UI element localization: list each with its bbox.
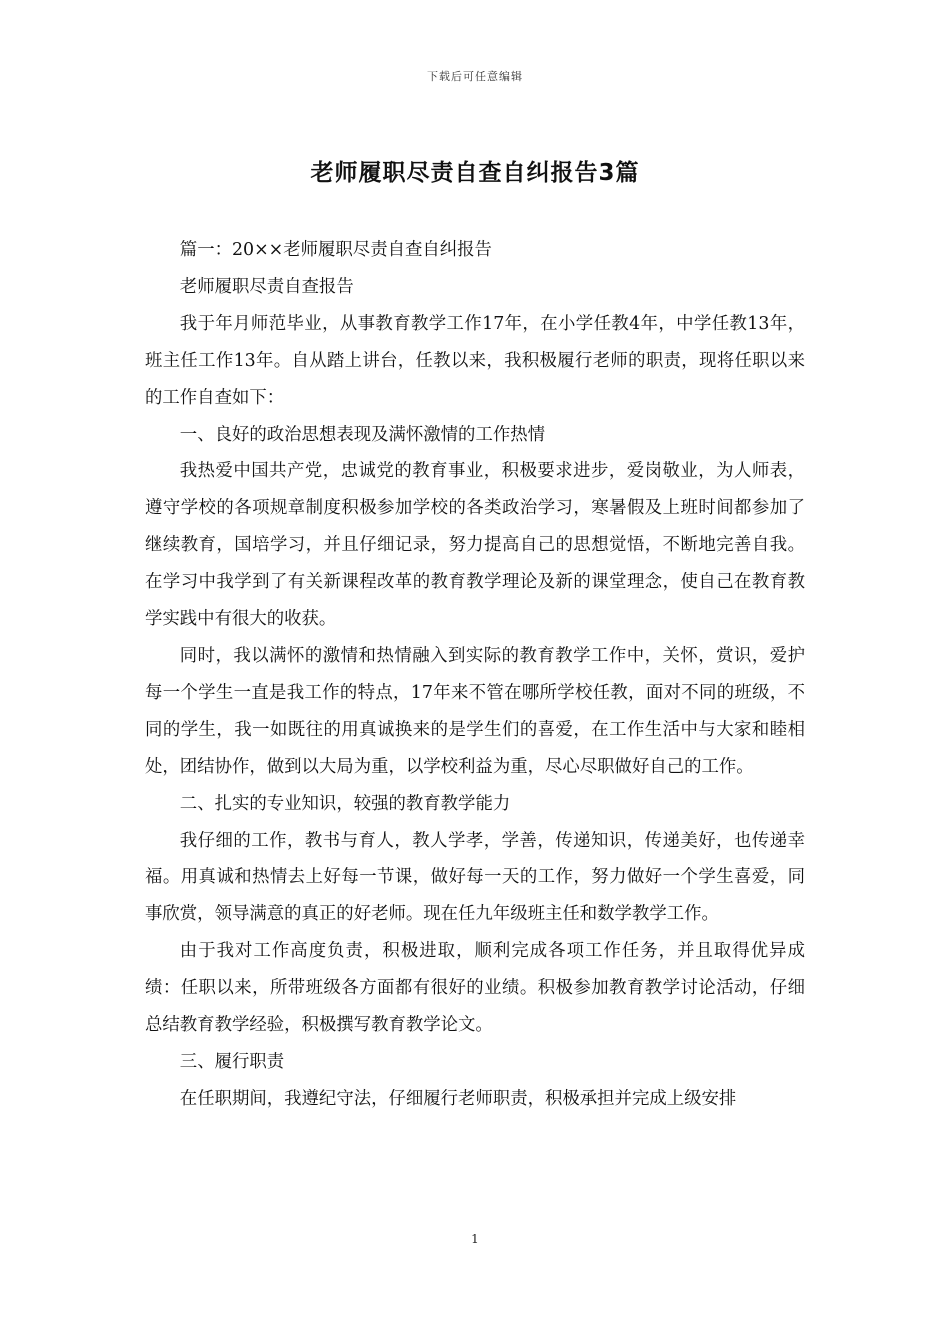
- paragraph-teaching: 我仔细的工作，教书与育人，教人学孝，学善，传递知识，传递美好，也传递幸福。用真诚和热情去上好每一节课，做好每一天的工作，努力做好一个学生喜爱，同事欣赏，领导满意的真正的好老师。现在任九年级班主任和数学教学工作。: [145, 830, 805, 925]
- section-heading-1: 一、良好的政治思想表现及满怀激情的工作热情: [179, 424, 546, 445]
- paragraph-political: 我热爱中国共产党，忠诚党的教育事业，积极要求进步，爱岗敬业，为人师表，遵守学校的各项规章制度积极参加学校的各类政治学习，寒暑假及上班时间都参加了继续教育，国培学习，并且仔细记录，努力提高自己的思想觉悟，不断地完善自我。在学习中我学到了有关新课程改革的教育教学理论及新的课堂理念，使自己在教育教学实践中有很大的收获。: [145, 461, 805, 630]
- paragraph-passion: 同时，我以满怀的激情和热情融入到实际的教育教学工作中，关怀，赏识，爱护每一个学生一直是我工作的特点，17年来不管在哪所学校任教，面对不同的班级，不同的学生，我一如既往的用真诚换来的是学生们的喜爱，在工作生活中与大家和睦相处，团结协作，做到以大局为重，以学校利益为重，尽心尽职做好自己的工作。: [145, 645, 805, 777]
- section-heading-3: 三、履行职责: [179, 1051, 285, 1072]
- section-heading-part-one: 篇一：20××老师履职尽责自查自纠报告: [179, 240, 492, 260]
- page-header-note: 下载后可任意编辑: [427, 70, 523, 83]
- paragraph-achievements: 由于我对工作高度负责，积极进取，顺利完成各项工作任务，并且取得优异成绩：任职以来，所带班级各方面都有很好的业绩。积极参加教育教学讨论活动，仔细总结教育教学经验，积极撰写教育教学论文。: [145, 941, 805, 1036]
- report-subtitle: 老师履职尽责自查报告: [179, 276, 354, 297]
- paragraph-duties: 在任职期间，我遵纪守法，仔细履行老师职责，积极承担并完成上级安排: [179, 1088, 737, 1109]
- page-number: 1: [471, 1232, 479, 1246]
- section-heading-2: 二、扎实的专业知识，较强的教育教学能力: [179, 793, 511, 814]
- document-body: [145, 232, 805, 1118]
- document-title: 老师履职尽责自查自纠报告3篇: [310, 160, 640, 186]
- paragraph-intro: 我于年月师范毕业，从事教育教学工作17年，在小学任教4年，中学任教13年，班主任工作13年。自从踏上讲台，任教以来，我积极履行老师的职责，现将任职以来的工作自查如下：: [145, 313, 805, 408]
